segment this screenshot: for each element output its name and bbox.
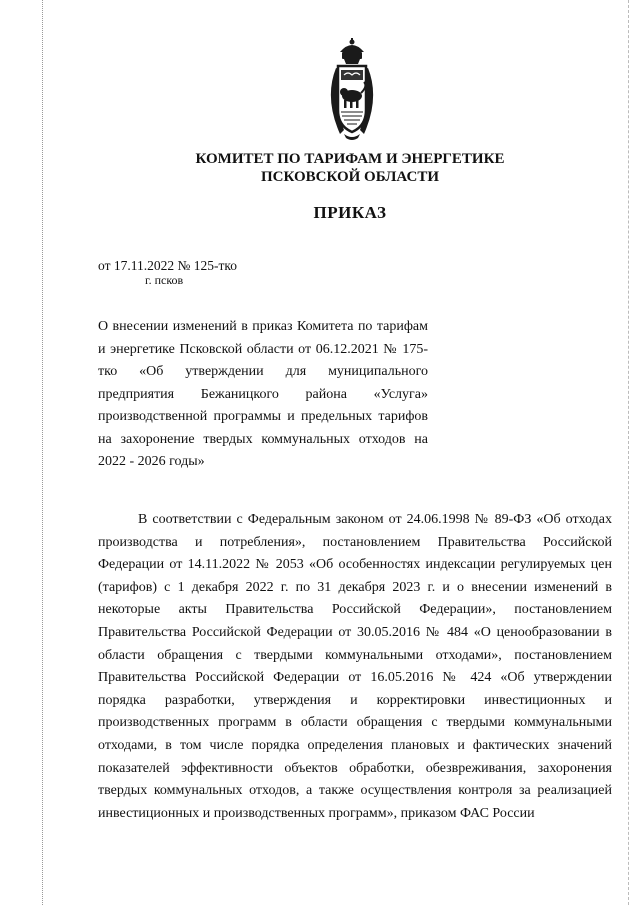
order-date-number: от 17.11.2022 № 125-тко: [98, 258, 237, 273]
order-subject: О внесении изменений в приказ Комитета по тарифам и энергетике Псковской области от 06.12.2021 № 175-тко «Об утверждении для муниципального предприятия Бежаницкого района «Услуга» производственной программы и предельных тарифов на захоронение твердых коммунальных отходов на 2022 - 2026 годы»: [98, 319, 428, 469]
order-city: г. псков: [145, 273, 184, 287]
scan-edge-right: [628, 0, 630, 905]
committee-name-line2: ПСКОВСКОЙ ОБЛАСТИ: [260, 169, 440, 185]
scan-edge-left: [42, 0, 44, 905]
pskov-coat-of-arms-icon: [314, 38, 390, 142]
committee-name: [120, 150, 580, 186]
committee-name-line1: КОМИТЕТ ПО ТАРИФАМ И ЭНЕРГЕТИКЕ: [195, 151, 505, 167]
order-body-paragraph: В соответствии с Федеральным законом от 24.06.1998 № 89-ФЗ «Об отходах производства и потребления», постановлением Правительства Российской Федерации от 14.11.2022 № 2053 «Об особенностях индексации регулируемых цен (тарифов) с 1 декабря 2022 г. по 31 декабря 2023 г. и о внесении изменений в некоторые акты Правительства Российской Федерации», постановлением Правительства Российской Федерации от 30.05.2016 № 484 «О ценообразовании в области обращения с твердыми коммунальными отходами», постановлением Правительства Российской Федерации от 16.05.2016 № 424 «Об утверждении порядка разработки, утверждения и корректировки инвестиционных и производственных программ в области обращения с твердыми коммунальными отходами, в том числе порядка определения плановых и фактических значений показателей эффективности объектов обработки, обезвреживания, захоронения твердых коммунальных отходов, а также осуществления контроля за реализацией инвестиционных и производственных программ», приказом ФАС России: [98, 512, 612, 821]
order-title: ПРИКАЗ: [313, 203, 387, 222]
